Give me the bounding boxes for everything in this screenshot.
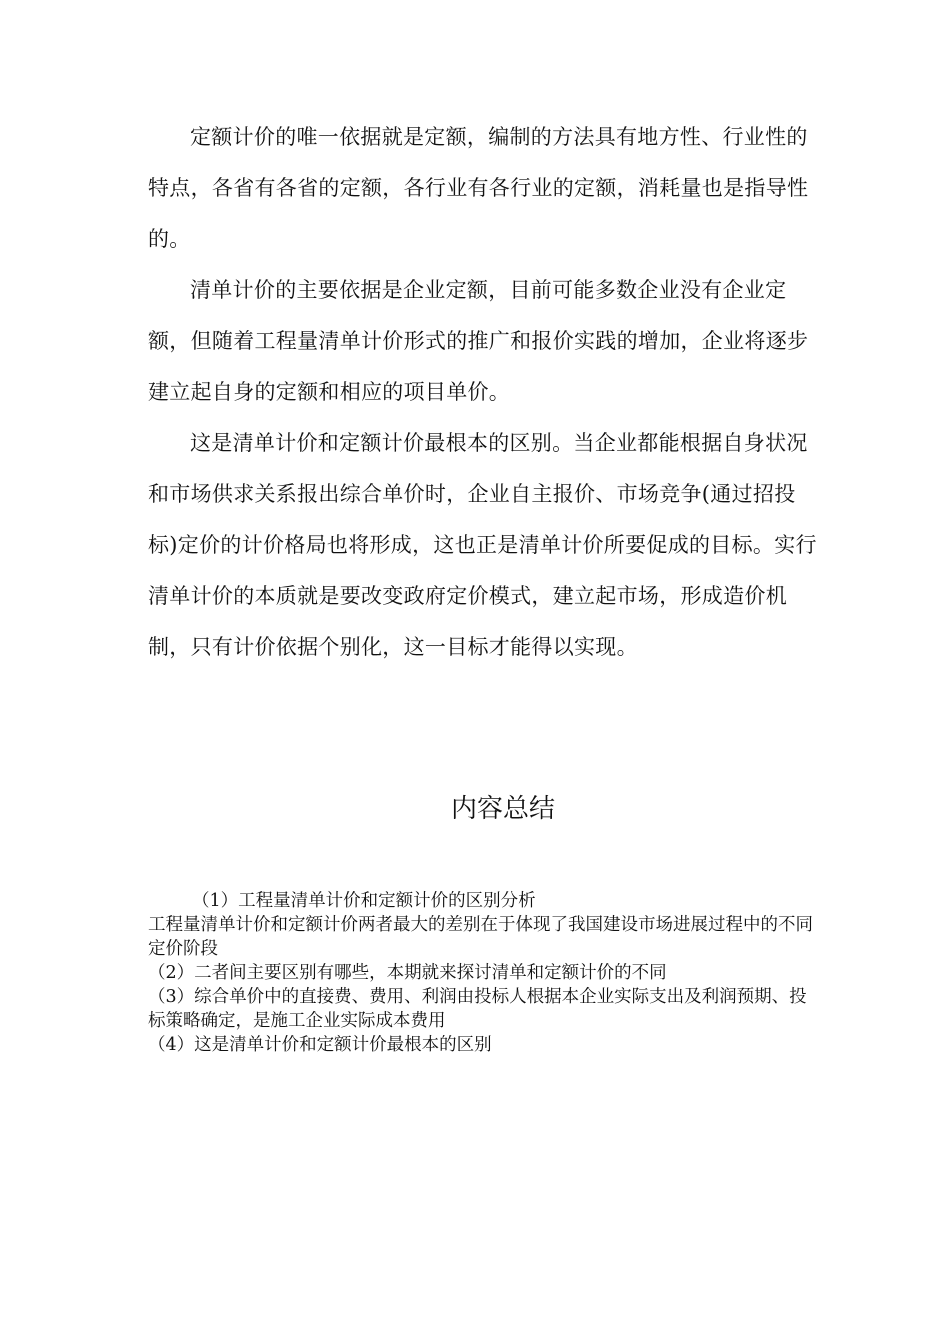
summary-item-3: （3）综合单价中的直接费、费用、利润由投标人根据本企业实际支出及利润预期、投标策略确定，是施工企业实际成本费用 (148, 987, 807, 1031)
summary-heading: 内容总结 (450, 794, 555, 824)
summary-item-1-detail: 工程量清单计价和定额计价两者最大的差别在于体现了我国建设市场进展过程中的不同定价阶段 (148, 915, 813, 959)
summary-list (148, 889, 818, 1057)
paragraph-list-pricing: 清单计价的主要依据是企业定额，目前可能多数企业没有企业定额，但随着工程量清单计价形式的推广和报价实践的增加，企业将逐步建立起自身的定额和相应的项目单价。 (148, 278, 809, 404)
summary-item-4: （4）这是清单计价和定额计价最根本的区别 (148, 1035, 492, 1055)
summary-item-2: （2）二者间主要区别有哪些，本期就来探讨清单和定额计价的不同 (148, 963, 667, 983)
paragraph-fundamental-difference: 这是清单计价和定额计价最根本的区别。当企业都能根据自身状况和市场供求关系报出综合单价时，企业自主报价、市场竞争(通过招投标)定价的计价格局也将形成，这也正是清单计价所要促成的目标。实行清单计价的本质就是要改变政府定价模式，建立起市场，形成造价机制，只有计价依据个别化，这一目标才能得以实现。 (148, 431, 817, 659)
body-text (148, 112, 818, 673)
paragraph-quota-pricing: 定额计价的唯一依据就是定额，编制的方法具有地方性、行业性的特点，各省有各省的定额，各行业有各行业的定额，消耗量也是指导性的。 (148, 125, 809, 251)
summary-item-1: （1）工程量清单计价和定额计价的区别分析 (192, 891, 536, 911)
